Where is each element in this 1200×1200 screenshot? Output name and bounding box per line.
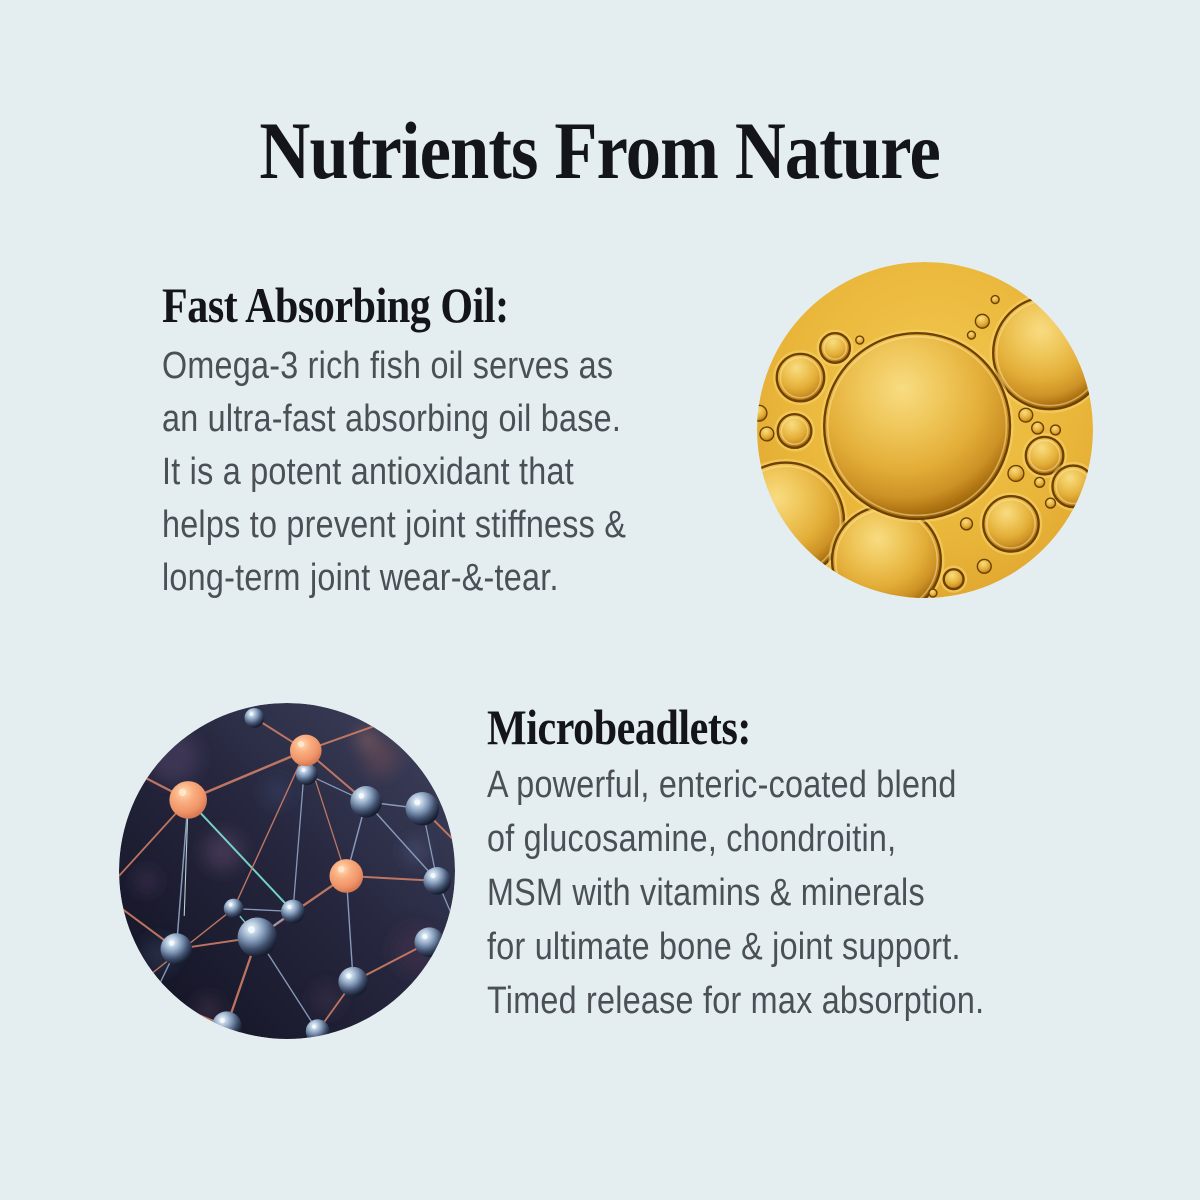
body-line: Omega-3 rich fish oil serves as xyxy=(162,345,614,387)
page-title xyxy=(0,104,1200,198)
body-line: Timed release for max absorption. xyxy=(487,980,985,1022)
page-title-text: Nutrients From Nature xyxy=(259,105,941,196)
body-line: an ultra-fast absorbing oil base. xyxy=(162,398,622,440)
molecular-structure-image xyxy=(119,703,455,1039)
section-heading-fast-absorbing-oil: Fast Absorbing Oil: xyxy=(162,277,509,333)
body-line: It is a potent antioxidant that xyxy=(162,451,574,493)
body-line: MSM with vitamins & minerals xyxy=(487,872,925,914)
body-line: A powerful, enteric-coated blend xyxy=(487,764,957,806)
section-body-microbeadlets xyxy=(487,758,984,1028)
section-heading-microbeadlets: Microbeadlets: xyxy=(487,699,751,755)
section-body-fast-absorbing-oil xyxy=(162,340,626,605)
body-line: helps to prevent joint stiffness & xyxy=(162,504,627,546)
body-line: of glucosamine, chondroitin, xyxy=(487,818,897,860)
body-line: for ultimate bone & joint support. xyxy=(487,926,961,968)
body-line: long-term joint wear-&-tear. xyxy=(162,557,559,599)
oil-bubbles-image xyxy=(757,262,1093,598)
